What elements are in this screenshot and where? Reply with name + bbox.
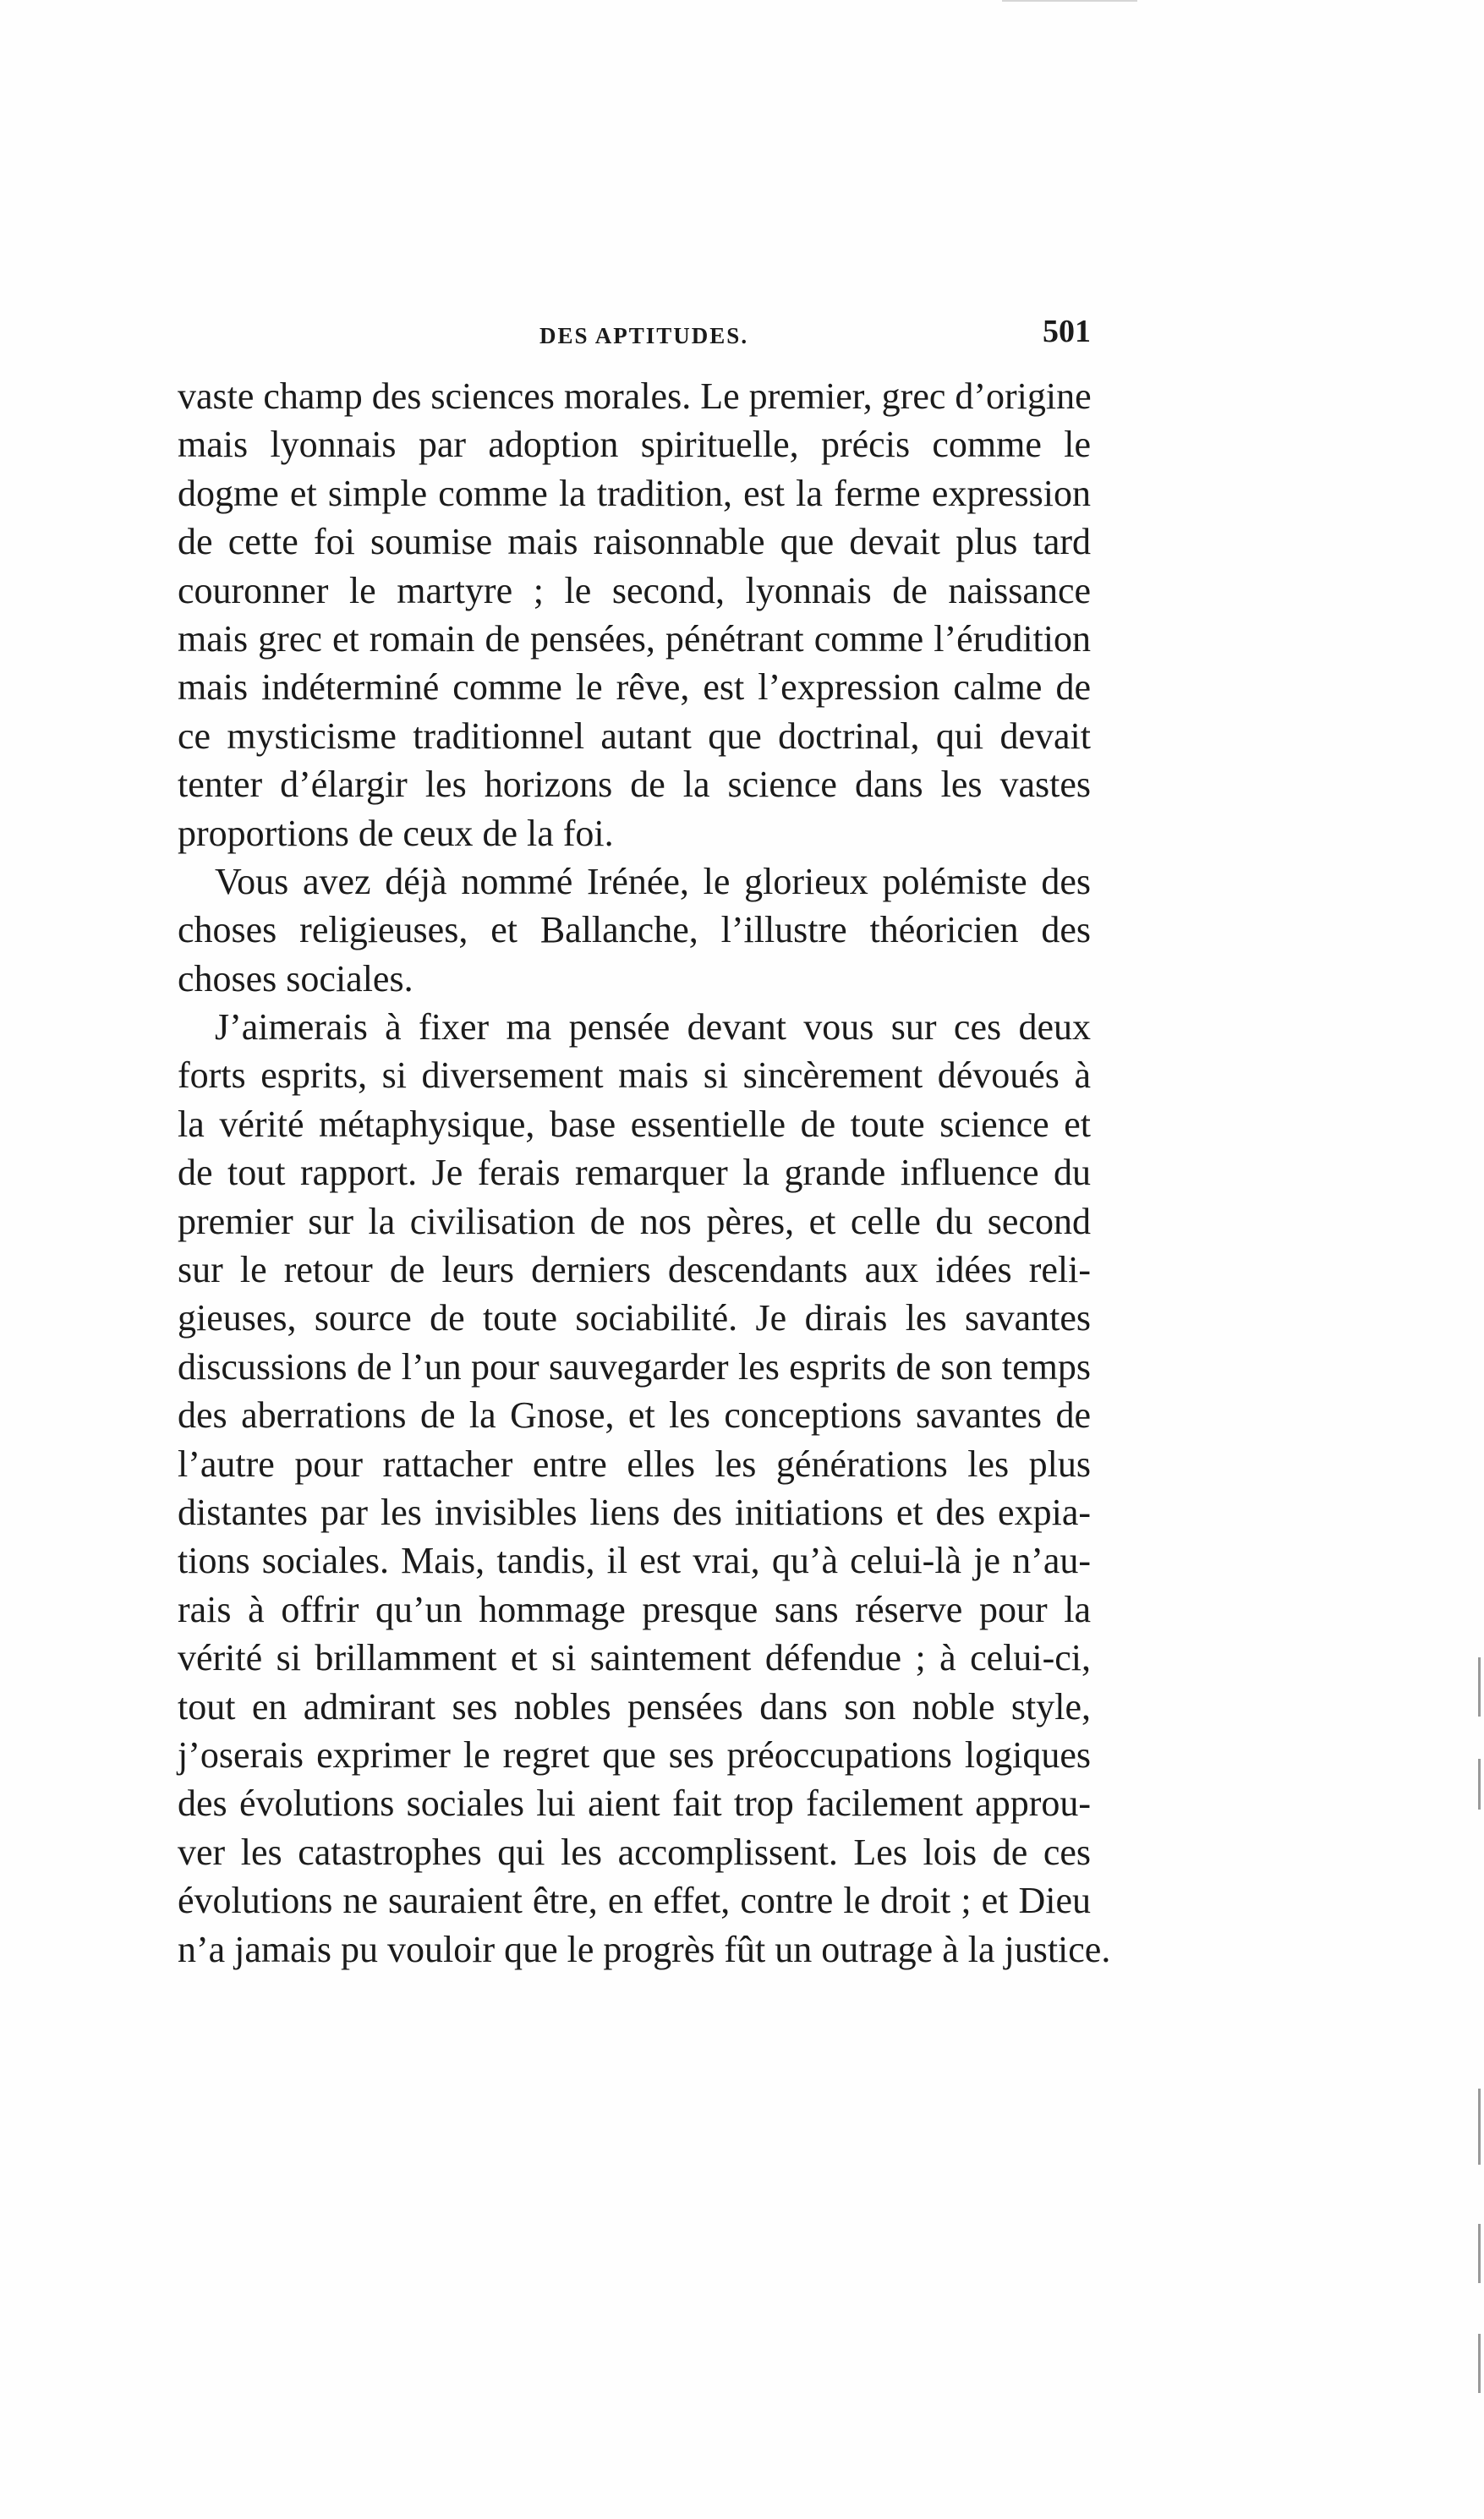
text-line: gieuses, source de toute sociabilité. Je dirais les savantes bbox=[178, 1297, 1091, 1339]
scan-speck bbox=[1478, 1759, 1481, 1810]
text-line: choses sociales. bbox=[178, 957, 413, 999]
running-title: DES APTITUDES. bbox=[539, 323, 749, 348]
scan-speck bbox=[1478, 2224, 1481, 2283]
text-line: tout en admirant ses nobles pensées dans son noble style, bbox=[178, 1685, 1091, 1728]
scan-speck bbox=[1478, 2334, 1481, 2393]
text-line: distantes par les invisibles liens des initiations et des expia- bbox=[178, 1491, 1091, 1533]
text-line: ver les catastrophes qui les accomplissent. Les lois de ces bbox=[178, 1831, 1091, 1873]
text-line: vérité si brillamment et si saintement défendue ; à celui-ci, bbox=[178, 1637, 1091, 1679]
text-line: mais grec et romain de pensées, pénétrant comme l’érudition bbox=[178, 617, 1091, 660]
text-line: vaste champ des sciences morales. Le premier, grec d’origine bbox=[178, 375, 1092, 417]
page-number: 501 bbox=[1043, 314, 1091, 349]
text-line: évolutions ne sauraient être, en effet, contre le droit ; et Dieu bbox=[178, 1880, 1091, 1922]
text-line: j’oserais exprimer le regret que ses préoccupations logiques bbox=[178, 1733, 1091, 1776]
text-line: la vérité métaphysique, base essentielle de toute science et bbox=[178, 1103, 1091, 1145]
text-line: des évolutions sociales lui aient fait trop facilement approu- bbox=[178, 1782, 1091, 1825]
text-line: mais indéterminé comme le rêve, est l’expression calme de bbox=[178, 666, 1091, 709]
text-line: discussions de l’un pour sauvegarder les esprits de son temps bbox=[178, 1345, 1091, 1388]
text-line: choses religieuses, et Ballanche, l’illustre théoricien des bbox=[178, 909, 1091, 951]
text-line: proportions de ceux de la foi. bbox=[178, 812, 614, 854]
text-line: J’aimerais à fixer ma pensée devant vous sur ces deux bbox=[215, 1006, 1091, 1049]
text-line: mais lyonnais par adoption spirituelle, précis comme le bbox=[178, 424, 1091, 466]
scan-speck bbox=[1478, 1657, 1481, 1717]
body-text bbox=[178, 372, 1111, 1974]
text-line: tenter d’élargir les horizons de la science dans les vastes bbox=[178, 764, 1091, 806]
text-line: tions sociales. Mais, tandis, il est vrai, qu’à celui-là je n’au- bbox=[178, 1540, 1091, 1582]
scan-speck bbox=[1002, 0, 1137, 2]
scan-speck bbox=[1478, 2089, 1481, 2165]
text-line: l’autre pour rattacher entre elles les générations les plus bbox=[178, 1443, 1091, 1485]
text-line: Vous avez déjà nommé Irénée, le glorieux polémiste des bbox=[215, 860, 1091, 902]
text-line: n’a jamais pu vouloir que le progrès fût un outrage à la justice. bbox=[178, 1928, 1111, 1970]
text-line: sur le retour de leurs derniers descendants aux idées reli- bbox=[178, 1249, 1091, 1291]
text-line: ce mysticisme traditionnel autant que doctrinal, qui devait bbox=[178, 715, 1091, 757]
text-line: dogme et simple comme la tradition, est la ferme expression bbox=[178, 472, 1091, 514]
text-line: premier sur la civilisation de nos pères, et celle du second bbox=[178, 1200, 1091, 1242]
text-line: rais à offrir qu’un hommage presque sans réserve pour la bbox=[178, 1588, 1091, 1630]
text-line: couronner le martyre ; le second, lyonnais de naissance bbox=[178, 569, 1091, 611]
running-header bbox=[178, 313, 1091, 355]
text-line: des aberrations de la Gnose, et les conceptions savantes de bbox=[178, 1394, 1091, 1437]
text-line: de tout rapport. Je ferais remarquer la grande influence du bbox=[178, 1152, 1091, 1194]
text-line: de cette foi soumise mais raisonnable que devait plus tard bbox=[178, 521, 1091, 563]
text-line: forts esprits, si diversement mais si sincèrement dévoués à bbox=[178, 1054, 1091, 1097]
